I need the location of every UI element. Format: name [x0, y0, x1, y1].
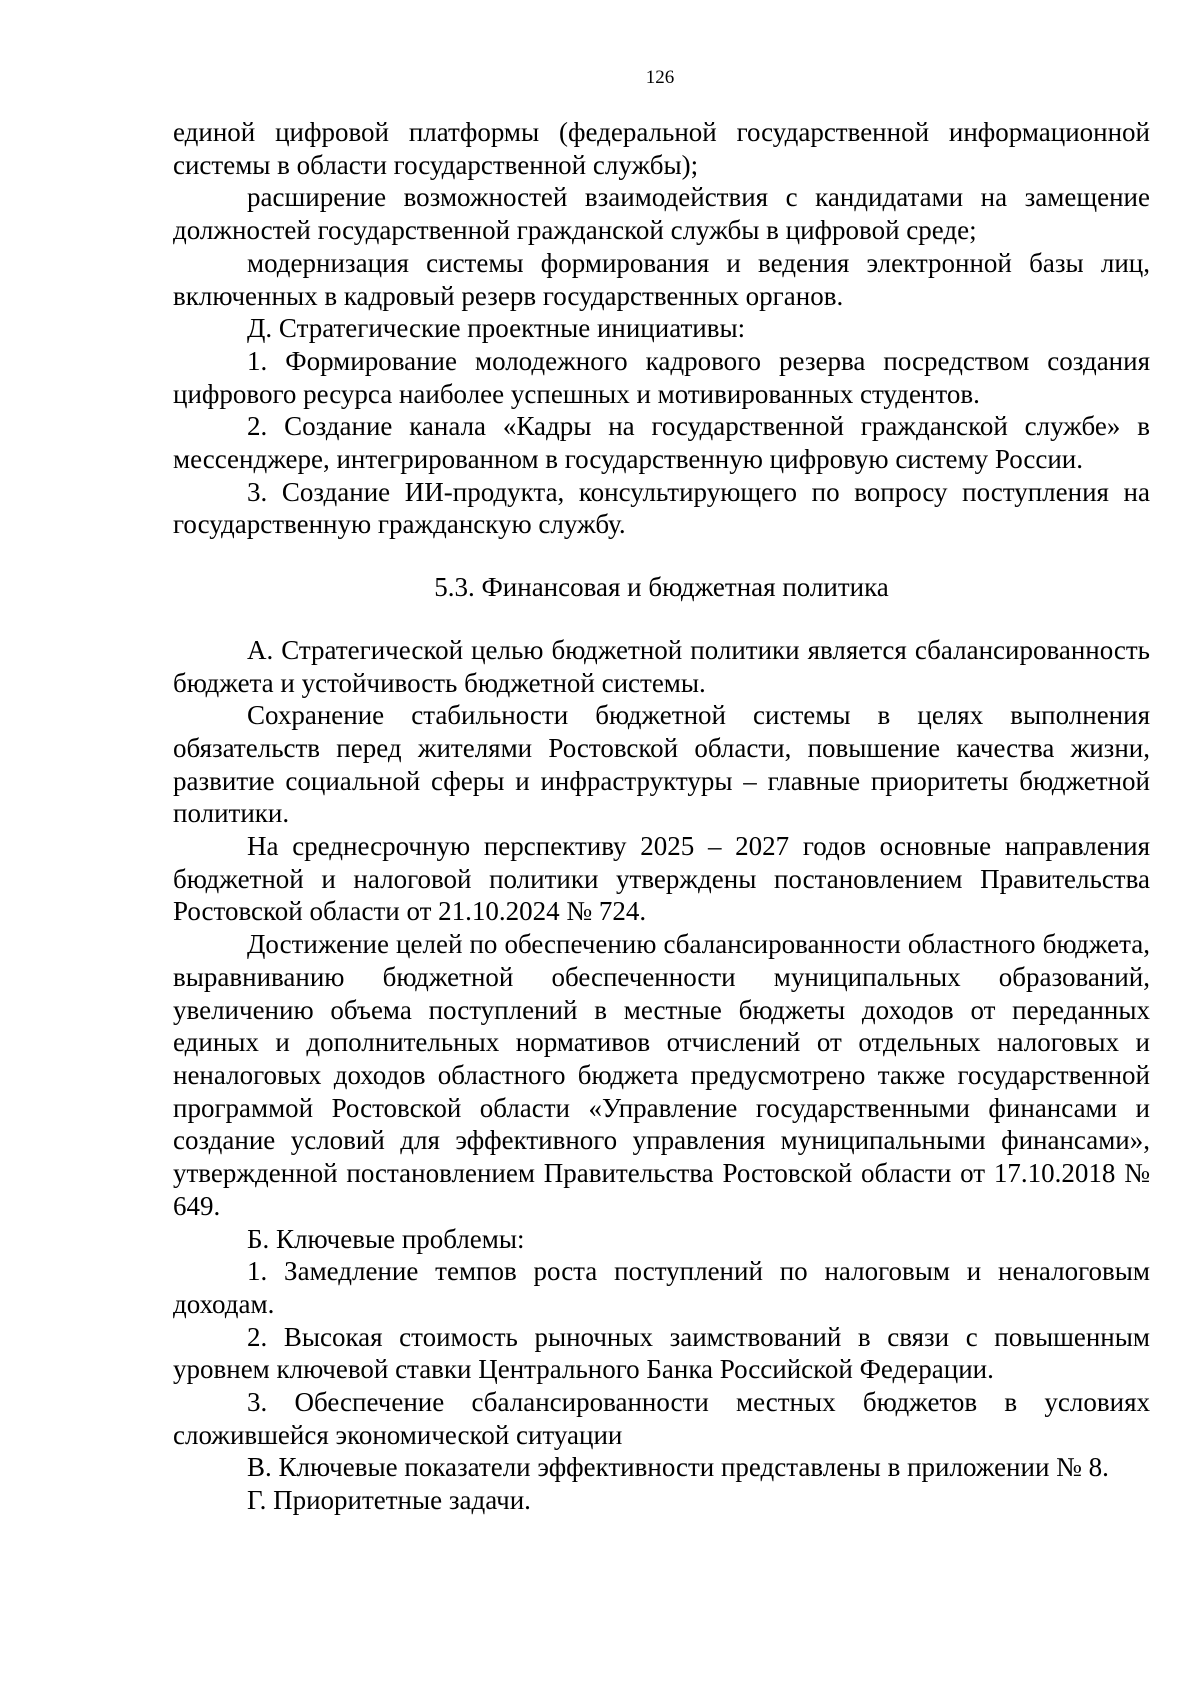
- paragraph: Г. Приоритетные задачи.: [247, 1485, 531, 1516]
- paragraph: В. Ключевые показатели эффективности представлены в приложении № 8.: [247, 1452, 1109, 1483]
- paragraph: А. Стратегической целью бюджетной политики является сбалансированность бюджета и устойчивость бюджетной системы.: [173, 634, 1150, 698]
- section-heading: 5.3. Финансовая и бюджетная политика: [434, 572, 889, 603]
- paragraph: единой цифровой платформы (федеральной государственной информационной системы в области государственной службы);: [173, 117, 1150, 180]
- paragraph: модернизация системы формирования и ведения электронной базы лиц, включенных в кадровый резерв государственных органов.: [173, 247, 1150, 311]
- paragraph: 2. Создание канала «Кадры на государственной гражданской службе» в мессенджере, интегрированном в государственную цифровую систему России.: [173, 411, 1150, 475]
- document-body: [173, 116, 1150, 1517]
- paragraph: расширение возможностей взаимодействия с кандидатами на замещение должностей государственной гражданской службы в цифровой среде;: [173, 182, 1150, 246]
- paragraph: Сохранение стабильности бюджетной системы в целях выполнения обязательств перед жителями Ростовской области, повышение качества жизни, развитие социальной сферы и инфраструктуры – главные приоритеты бюджетной политики.: [173, 700, 1150, 829]
- paragraph: 3. Создание ИИ-продукта, консультирующего по вопросу поступления на государственную гражданскую службу.: [173, 476, 1150, 540]
- paragraph: На среднесрочную перспективу 2025 – 2027 годов основные направления бюджетной и налоговой политики утверждены постановлением Правительства Ростовской области от 21.10.2024 № 724.: [173, 831, 1150, 927]
- paragraph: 3. Обеспечение сбалансированности местных бюджетов в условиях сложившейся экономической ситуации: [173, 1387, 1150, 1450]
- paragraph: Д. Стратегические проектные инициативы:: [247, 313, 746, 344]
- spacer: [173, 604, 1150, 634]
- page-number: 126: [645, 67, 675, 88]
- paragraph: 2. Высокая стоимость рыночных заимствований в связи с повышенным уровнем ключевой ставки Центрального Банка Российской Федерации.: [173, 1321, 1150, 1385]
- paragraph: Б. Ключевые проблемы:: [247, 1223, 525, 1254]
- paragraph: Достижение целей по обеспечению сбалансированности областного бюджета, выравниванию бюджетной обеспеченности муниципальных образований, увеличению объема поступлений в местные бюджеты доходов от переданных единых и дополнительных нормативов отчислений от отдельных налоговых и неналоговых доходов областного бюджета предусмотрено также государственной программой Ростовской области «Управление государственными финансами и создание условий для эффективного управления муниципальными финансами», утвержденной постановлением Правительства Ростовской области от 17.10.2018 № 649.: [173, 929, 1150, 1221]
- paragraph: 1. Формирование молодежного кадрового резерва посредством создания цифрового ресурса наиболее успешных и мотивированных студентов.: [173, 345, 1150, 409]
- spacer: [173, 541, 1150, 571]
- paragraph: 1. Замедление темпов роста поступлений по налоговым и неналоговым доходам.: [173, 1256, 1150, 1319]
